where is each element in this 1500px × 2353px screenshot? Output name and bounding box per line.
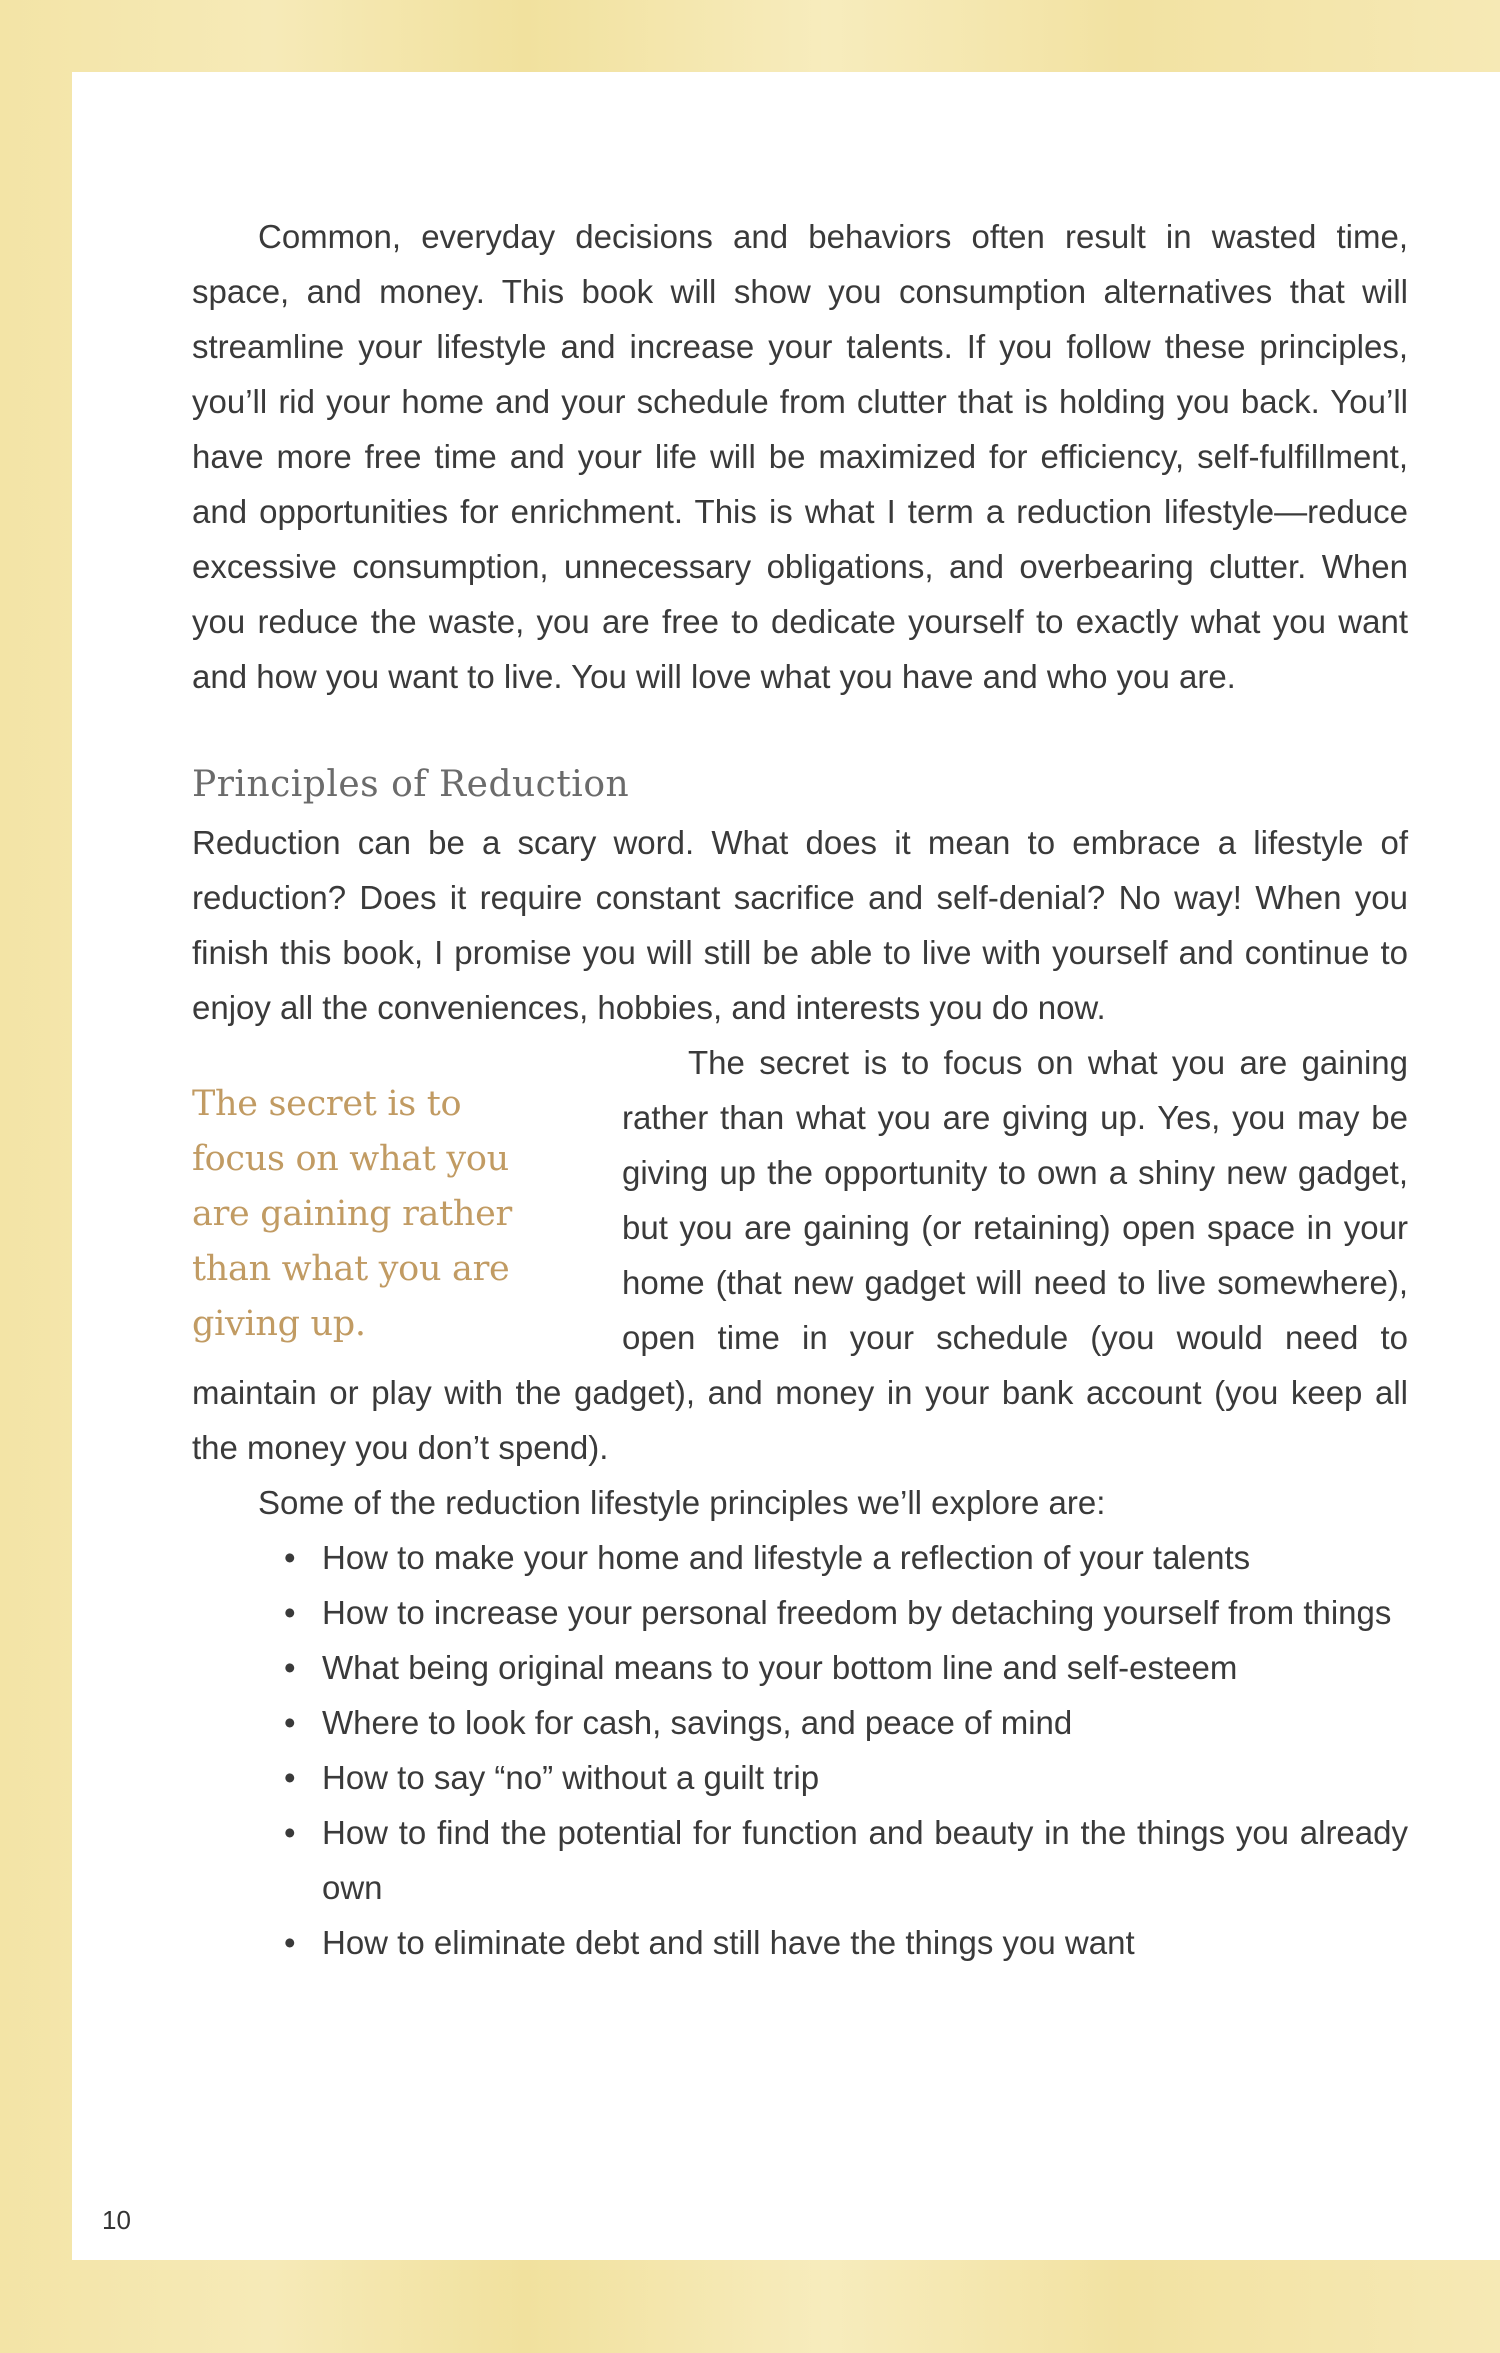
list-item — [284, 1915, 1408, 1970]
list-item — [284, 1530, 1408, 1585]
list-item — [284, 1805, 1408, 1915]
list-item — [284, 1695, 1408, 1750]
bullet-icon: • — [284, 1594, 296, 1631]
list-item-text: Where to look for cash, savings, and peace of mind — [322, 1704, 1073, 1741]
paragraph-reduction: Reduction can be a scary word. What does it mean to embrace a lifestyle of reduction? Does it require constant sacrifice and self-denial? No way! When you finish this book, I promise you will still be able to live with yourself and continue to enjoy all the conveniences, hobbies, and interests you do now. — [192, 824, 1408, 1026]
book-page — [72, 72, 1500, 2260]
bullet-icon: • — [284, 1759, 296, 1796]
list-item — [284, 1750, 1408, 1805]
list-item-text: What being original means to your bottom line and self-esteem — [322, 1649, 1238, 1686]
section-heading: Principles of Reduction — [192, 764, 630, 805]
list-item-text: How to increase your personal freedom by detaching yourself from things — [322, 1594, 1392, 1631]
page-number: 10 — [102, 2205, 131, 2235]
list-item-text: How to make your home and lifestyle a reflection of your talents — [322, 1539, 1251, 1576]
bullet-icon: • — [284, 1924, 296, 1961]
paragraph-secret: The secret is to focus on what you are gaining rather than what you are giving up. Yes, you may be giving up the opportunity to own a shiny new gadget, but you are gaining (or retaining) open space in your home (that new gadget will need to live somewhere), open time in your schedule (you would need to maintain or play with the gadget), and money in your bank account (you keep all the money you don’t spend). — [192, 1044, 1408, 1466]
pull-quote-text: The secret is to focus on what you are gaining rather than what you are giving up. — [192, 1084, 512, 1344]
intro-paragraph: Common, everyday decisions and behaviors often result in wasted time, space, and money. This book will show you consumption alternatives that will streamline your lifestyle and increase your talents. If you follow these principles, you’ll rid your home and your schedule from clutter that is holding you back. You’ll have more free time and your life will be maximized for efficiency, self-fulfillment, and opportunities for enrichment. This is what I term a reduction lifestyle—reduce excessive consumption, unnecessary obligations, and overbearing clutter. When you reduce the waste, you are free to dedicate yourself to exactly what you want and how you want to live. You will love what you have and who you are. — [192, 218, 1408, 695]
bullet-icon: • — [284, 1814, 296, 1851]
bullet-icon: • — [284, 1649, 296, 1686]
page-text — [192, 209, 1408, 1970]
principles-list — [192, 1530, 1408, 1970]
list-item — [284, 1640, 1408, 1695]
list-item-text: How to eliminate debt and still have the things you want — [322, 1924, 1135, 1961]
principles-section — [192, 815, 1408, 1475]
pull-quote — [192, 1077, 562, 1352]
list-item — [284, 1585, 1408, 1640]
bullet-icon: • — [284, 1539, 296, 1576]
list-intro: Some of the reduction lifestyle principles we’ll explore are: — [258, 1484, 1106, 1521]
bullet-icon: • — [284, 1704, 296, 1741]
list-item-text: How to say “no” without a guilt trip — [322, 1759, 820, 1796]
list-item-text: How to find the potential for function and beauty in the things you already own — [322, 1814, 1408, 1906]
